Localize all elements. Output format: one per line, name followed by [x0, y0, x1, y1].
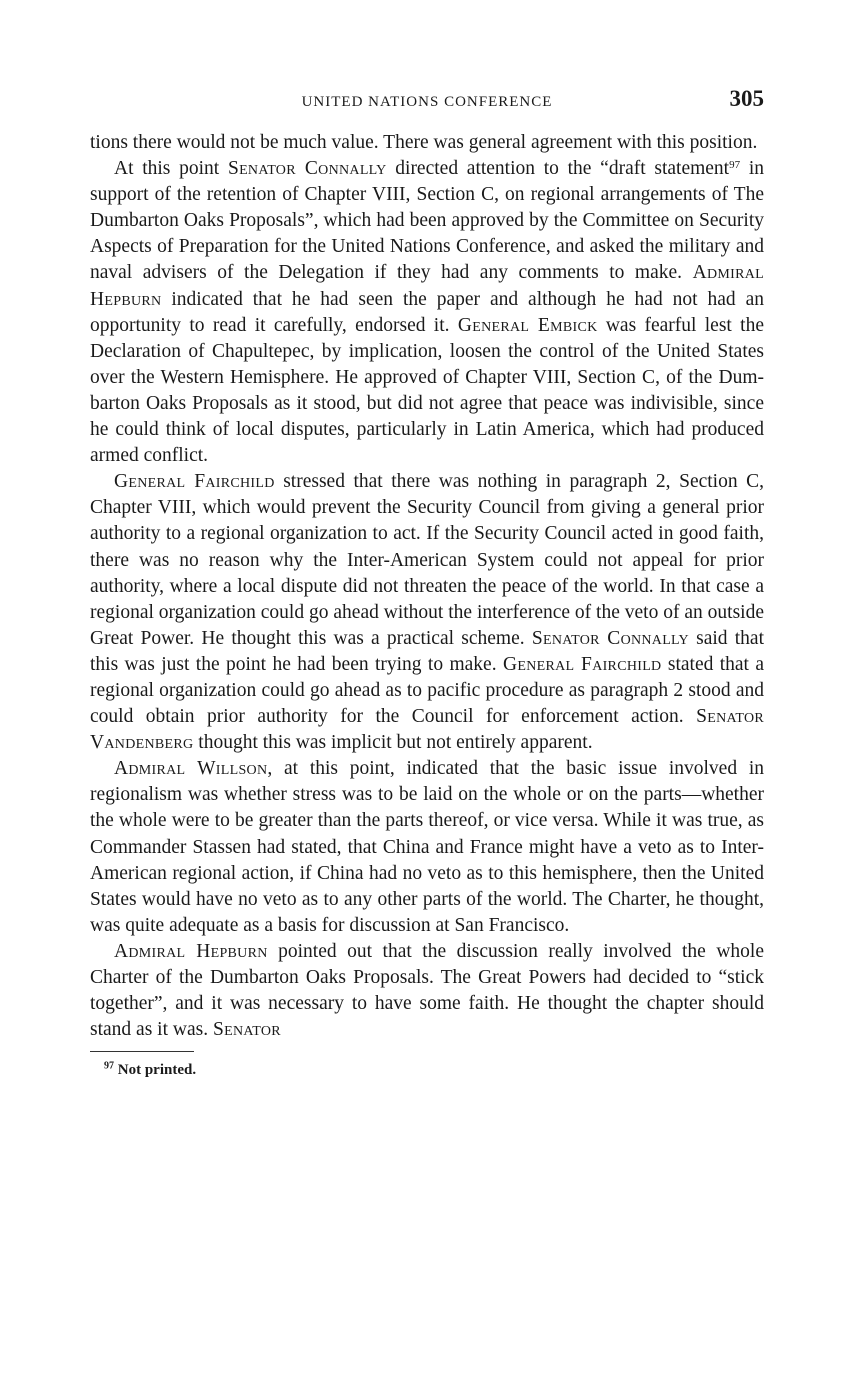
text-run: , at this point, indicated that the basic issue involved in regionalism was whether stress was to be laid on the whole or on the parts—whether the whole were to be greater than the parts thereof, or vice versa. While it was true, as Commander Stassen had stated, that China and France might have a veto as to Inter-American regional action, if China had no veto as to this hemisphere, then the United States would have no veto as to any other parts of the world. The Charter, he thought, was quite adequate as a basis for discussion at San Francisco.: [90, 758, 764, 936]
footnote-divider: [90, 1051, 194, 1052]
speaker-name: Admiral Hepburn: [114, 940, 268, 962]
page-number: 305: [729, 86, 764, 111]
document-page: [90, 84, 764, 1079]
speaker-name: Senator Connally: [531, 627, 689, 649]
speaker-name: Senator Connally: [227, 158, 387, 180]
running-title: UNITED NATIONS CONFERENCE: [301, 94, 553, 110]
text-run: indicated that he had seen the paper and although he had not had an opportunity to read it carefully, endorsed it.: [90, 288, 764, 336]
text-run: said that this was just the point he had been trying to make.: [90, 627, 765, 675]
text-run: At this point: [114, 158, 228, 180]
paragraph: [90, 130, 764, 156]
paragraph: [90, 469, 764, 756]
text-run: pointed out that the discussion really involved the whole Charter of the Dumbarton Oaks Proposals. The Great Powers had decided to “stick together”, and it was necessary to have some faith. He thought the chapter should stand as it was.: [90, 940, 764, 1041]
footnote-reference: 97: [729, 159, 741, 172]
footnote: [90, 1062, 764, 1079]
paragraph: [90, 756, 764, 939]
running-header: [90, 84, 764, 118]
paragraph: [90, 156, 764, 469]
body-text: [90, 130, 764, 1043]
speaker-name: General Fairchild: [502, 653, 662, 675]
speaker-name: Admiral Hepburn: [90, 262, 764, 310]
text-run: was fearful lest the Declaration of Chapultepec, by implication, loosen the control of the United States over the Western Hemisphere. He approved of Chapter VIII, Section C, of the Dumbarton Oaks Proposals as it stood, but did not agree that peace was indivisible, since he could think of local disputes, particularly in Latin America, which had produced armed conflict.: [90, 314, 764, 467]
speaker-name: General Fairchild: [114, 471, 275, 493]
speaker-name: General Embick: [457, 314, 598, 336]
text-run: stated that a regional organization could go ahead as to pacific procedure as paragraph 2 stood and could obtain prior authority for the Council for enforcement action.: [90, 653, 764, 728]
speaker-name: Admiral Willson: [114, 758, 268, 780]
text-run: directed attention to the “draft statement: [386, 158, 730, 180]
paragraph: [90, 939, 764, 1043]
text-run: tions there would not be much value. There was general agreement with this position.: [90, 132, 758, 153]
footnote-text: Not printed.: [117, 1062, 197, 1079]
text-run: stressed that there was nothing in paragraph 2, Section C, Chapter VIII, which would prevent the Security Council from giving a general prior authority to a regional organization to act. If the Security Council acted in good faith, there was no reason why the Inter-American System could not appeal for prior authority, where a local dispute did not threaten the peace of the world. In that case a regional organization could go ahead without the interference of the veto of an outside Great Power. He thought this was a practical scheme.: [90, 471, 765, 649]
speaker-name: Senator: [212, 1019, 281, 1041]
text-run: in support of the retention of Chapter VIII, Section C, on regional arrangements of The Dumbarton Oaks Proposals”, which had been approved by the Committee on Security Aspects of Preparation for the United Nations Conference, and asked the military and naval advisers of the Delegation if they had any comments to make.: [90, 158, 765, 284]
speaker-name: Senator Vandenberg: [90, 706, 764, 754]
footnote-marker: 97: [104, 1060, 114, 1072]
text-run: thought this was implicit but not entirely apparent.: [193, 732, 593, 754]
